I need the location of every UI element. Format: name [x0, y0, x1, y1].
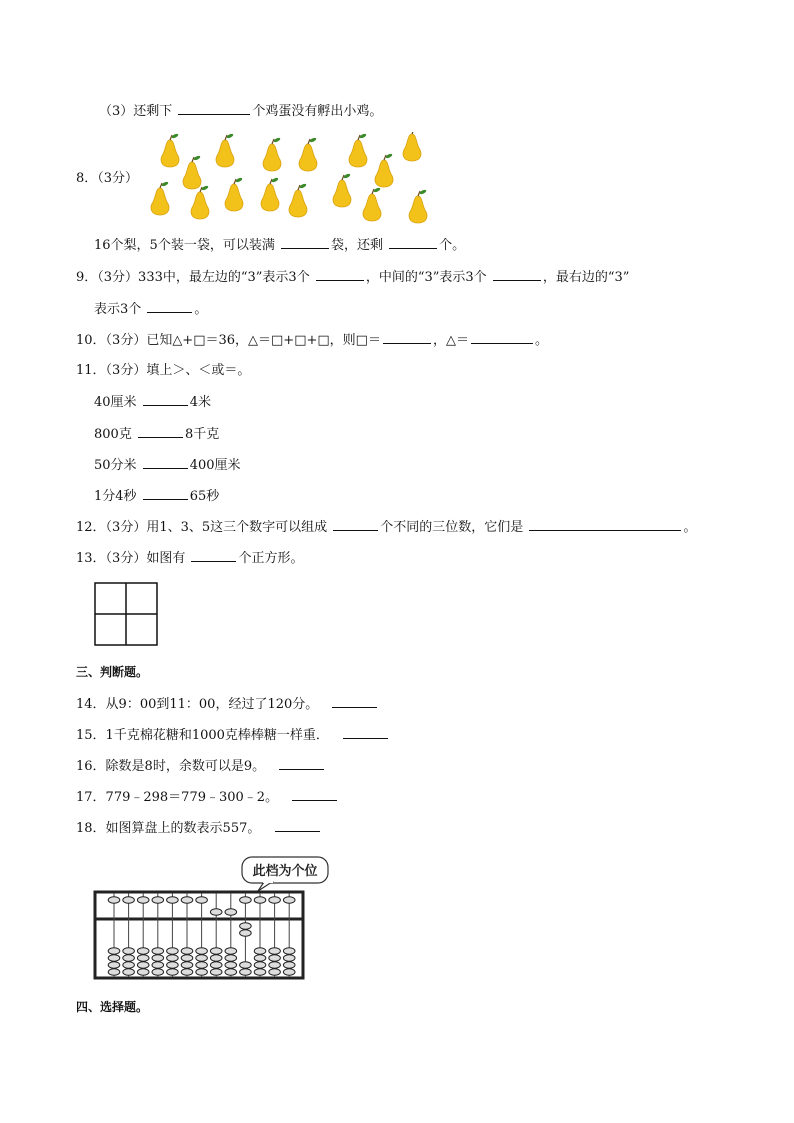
abacus-bead — [196, 962, 208, 969]
answer-blank[interactable] — [343, 726, 388, 739]
abacus-figure — [92, 855, 332, 983]
q8-text-a: 16个梨，5个装一袋，可以装满 — [94, 238, 275, 253]
q10-text-b: ，△＝ — [432, 333, 469, 348]
bubble-text: 此档为个位 — [252, 864, 318, 879]
abacus-bead — [167, 897, 179, 904]
abacus-bead — [137, 948, 149, 955]
q16-text: 16．除数是8时，余数可以是9。 — [76, 759, 266, 774]
abacus-bead — [152, 962, 164, 969]
q11-head: 11．（3分）填上＞、＜或＝。 — [76, 363, 251, 378]
abacus-bead — [181, 955, 193, 962]
q11-item-2 — [94, 425, 219, 444]
pear-icon — [263, 137, 281, 171]
abacus-bead — [152, 969, 164, 976]
abacus-bead — [240, 969, 252, 976]
abacus-bead — [283, 948, 295, 955]
answer-blank[interactable] — [471, 331, 533, 344]
pear-icon — [216, 133, 234, 167]
answer-blank[interactable] — [281, 236, 329, 249]
q18-text: 18．如图算盘上的数表示557。 — [76, 821, 261, 836]
q7-3-line — [99, 102, 382, 121]
abacus-bead — [108, 962, 120, 969]
abacus-bead — [196, 897, 208, 904]
abacus-bead — [269, 962, 281, 969]
abacus-bead — [167, 962, 179, 969]
answer-blank[interactable] — [178, 102, 250, 115]
answer-blank[interactable] — [143, 393, 188, 406]
abacus-bead — [108, 897, 120, 904]
abacus-bead — [137, 955, 149, 962]
q17-text: 17．779﹣298＝779﹣300﹣2。 — [76, 790, 279, 805]
pear-icon — [161, 133, 179, 167]
abacus-bead — [240, 930, 252, 937]
abacus-bead — [123, 948, 135, 955]
pear-icon — [191, 185, 209, 219]
answer-blank[interactable] — [147, 300, 192, 313]
abacus-bead — [283, 969, 295, 976]
q10-text-c: 。 — [534, 333, 548, 348]
abacus-bead — [254, 948, 266, 955]
abacus-bead — [196, 955, 208, 962]
q8-line — [94, 236, 465, 255]
q17-line — [76, 788, 339, 807]
abacus-bead — [283, 897, 295, 904]
answer-blank[interactable] — [138, 425, 183, 438]
q15-line — [76, 726, 390, 745]
abacus-bead — [181, 962, 193, 969]
q9-text-b: ，中间的“3”表示3个 — [365, 270, 487, 285]
q9-text-d: 表示3个 — [94, 302, 142, 317]
abacus-bead — [108, 948, 120, 955]
q12-text-b: 个不同的三位数，它们是 — [380, 520, 524, 535]
abacus-bead — [137, 969, 149, 976]
abacus-bead — [181, 948, 193, 955]
pear-icon — [225, 177, 243, 211]
q11-right: 400厘米 — [189, 458, 241, 473]
pear-icon — [151, 181, 169, 215]
q7-3-prefix: （3）还剩下 — [99, 104, 173, 119]
answer-blank[interactable] — [493, 268, 541, 281]
q11-right: 8千克 — [184, 427, 220, 442]
speech-bubble — [242, 857, 328, 891]
q11-item-3 — [94, 456, 241, 475]
q16-line — [76, 757, 326, 776]
abacus-bead — [167, 948, 179, 955]
abacus-bead — [181, 969, 193, 976]
abacus-bead — [240, 962, 252, 969]
q11-item-4 — [94, 487, 219, 506]
q12-line — [76, 518, 696, 537]
abacus-bead — [210, 948, 222, 955]
section-4-heading: 四、选择题。 — [76, 1000, 149, 1014]
abacus-bead — [269, 969, 281, 976]
abacus-bead — [123, 897, 135, 904]
abacus-bead — [225, 909, 237, 916]
abacus-bead — [137, 897, 149, 904]
abacus-bead — [210, 962, 222, 969]
abacus-bead — [108, 955, 120, 962]
q7-3-suffix: 个鸡蛋没有孵出小鸡。 — [252, 104, 383, 119]
abacus-bead — [152, 897, 164, 904]
abacus-bead — [283, 955, 295, 962]
q14-text: 14．从9：00到11：00，经过了120分。 — [76, 697, 319, 712]
abacus-bead — [225, 948, 237, 955]
pear-icon — [349, 133, 367, 167]
q11-left: 1分4秒 — [94, 489, 137, 504]
q9-text-e: 。 — [194, 302, 208, 317]
abacus-bead — [167, 955, 179, 962]
q14-line — [76, 695, 379, 714]
q11-item-1 — [94, 393, 211, 412]
q9-text-c: ，最右边的“3” — [542, 270, 630, 285]
abacus-bead — [269, 897, 281, 904]
pear-icon — [183, 155, 201, 189]
abacus-bead — [152, 948, 164, 955]
q12-text-c: 。 — [683, 520, 697, 535]
pear-icon — [289, 183, 307, 217]
abacus-bead — [167, 969, 179, 976]
answer-blank[interactable] — [389, 236, 437, 249]
abacus-bead — [210, 909, 222, 916]
pear-icon — [409, 189, 427, 223]
pear-icon — [403, 132, 421, 161]
q13-text-b: 个正方形。 — [238, 551, 304, 566]
q18-line — [76, 819, 322, 838]
abacus-rods — [108, 893, 295, 977]
answer-blank[interactable] — [275, 819, 320, 832]
q11-right: 4米 — [189, 395, 211, 410]
pear-icon — [363, 187, 381, 221]
answer-blank[interactable] — [143, 456, 188, 469]
abacus-bead — [225, 969, 237, 976]
answer-blank[interactable] — [316, 268, 364, 281]
section-3-heading: 三、判断题。 — [76, 665, 149, 679]
q12-text-a: 12．（3分）用1、3、5这三个数字可以组成 — [76, 520, 328, 535]
answer-blank[interactable] — [332, 695, 377, 708]
abacus-bead — [225, 962, 237, 969]
q8-text-c: 个。 — [439, 238, 466, 253]
q8-text-b: 袋，还剩 — [330, 238, 383, 253]
abacus-bead — [269, 948, 281, 955]
abacus-bead — [210, 955, 222, 962]
pear-icon — [299, 137, 317, 171]
answer-blank[interactable] — [292, 788, 337, 801]
abacus-bead — [254, 897, 266, 904]
abacus-bead — [254, 962, 266, 969]
abacus-bead — [225, 955, 237, 962]
q11-left: 40厘米 — [94, 395, 137, 410]
pear-icon — [261, 177, 279, 211]
abacus-bead — [152, 955, 164, 962]
answer-blank[interactable] — [529, 518, 681, 531]
q9-line2 — [94, 300, 207, 319]
abacus-bead — [254, 955, 266, 962]
abacus-bead — [240, 897, 252, 904]
q9-text-a: 9．（3分）333中，最左边的“3”表示3个 — [76, 270, 310, 285]
q13-line — [76, 549, 303, 568]
q13-text-a: 13．（3分）如图有 — [76, 551, 186, 566]
q9-line1 — [76, 268, 629, 287]
abacus-bead — [196, 969, 208, 976]
abacus-bead — [137, 962, 149, 969]
abacus-bead — [269, 955, 281, 962]
answer-blank[interactable] — [333, 518, 378, 531]
abacus-bead — [123, 969, 135, 976]
abacus-bead — [283, 962, 295, 969]
answer-blank[interactable] — [191, 549, 236, 562]
abacus-bead — [108, 969, 120, 976]
q11-left: 800克 — [94, 427, 132, 442]
q15-text: 15．1千克棉花糖和1000克棒棒糖一样重． — [76, 728, 329, 743]
abacus-bead — [181, 897, 193, 904]
q8-head: 8．（3分） — [76, 171, 139, 186]
answer-blank[interactable] — [383, 331, 431, 344]
pear-icon — [375, 153, 393, 187]
q10-text-a: 10．（3分）已知△+□＝36，△＝□+□+□，则□＝ — [76, 333, 381, 348]
q10-line — [76, 331, 548, 350]
answer-blank[interactable] — [143, 487, 188, 500]
answer-blank[interactable] — [279, 757, 324, 770]
pear-icon — [333, 173, 351, 207]
abacus-bead — [210, 969, 222, 976]
abacus-bead — [254, 969, 266, 976]
abacus-bead — [123, 962, 135, 969]
abacus-bead — [196, 948, 208, 955]
abacus-bead — [240, 923, 252, 930]
pears-illustration — [150, 132, 430, 224]
q11-right: 65秒 — [189, 489, 220, 504]
q11-left: 50分米 — [94, 458, 137, 473]
square-grid-figure — [94, 582, 158, 646]
abacus-bead — [123, 955, 135, 962]
